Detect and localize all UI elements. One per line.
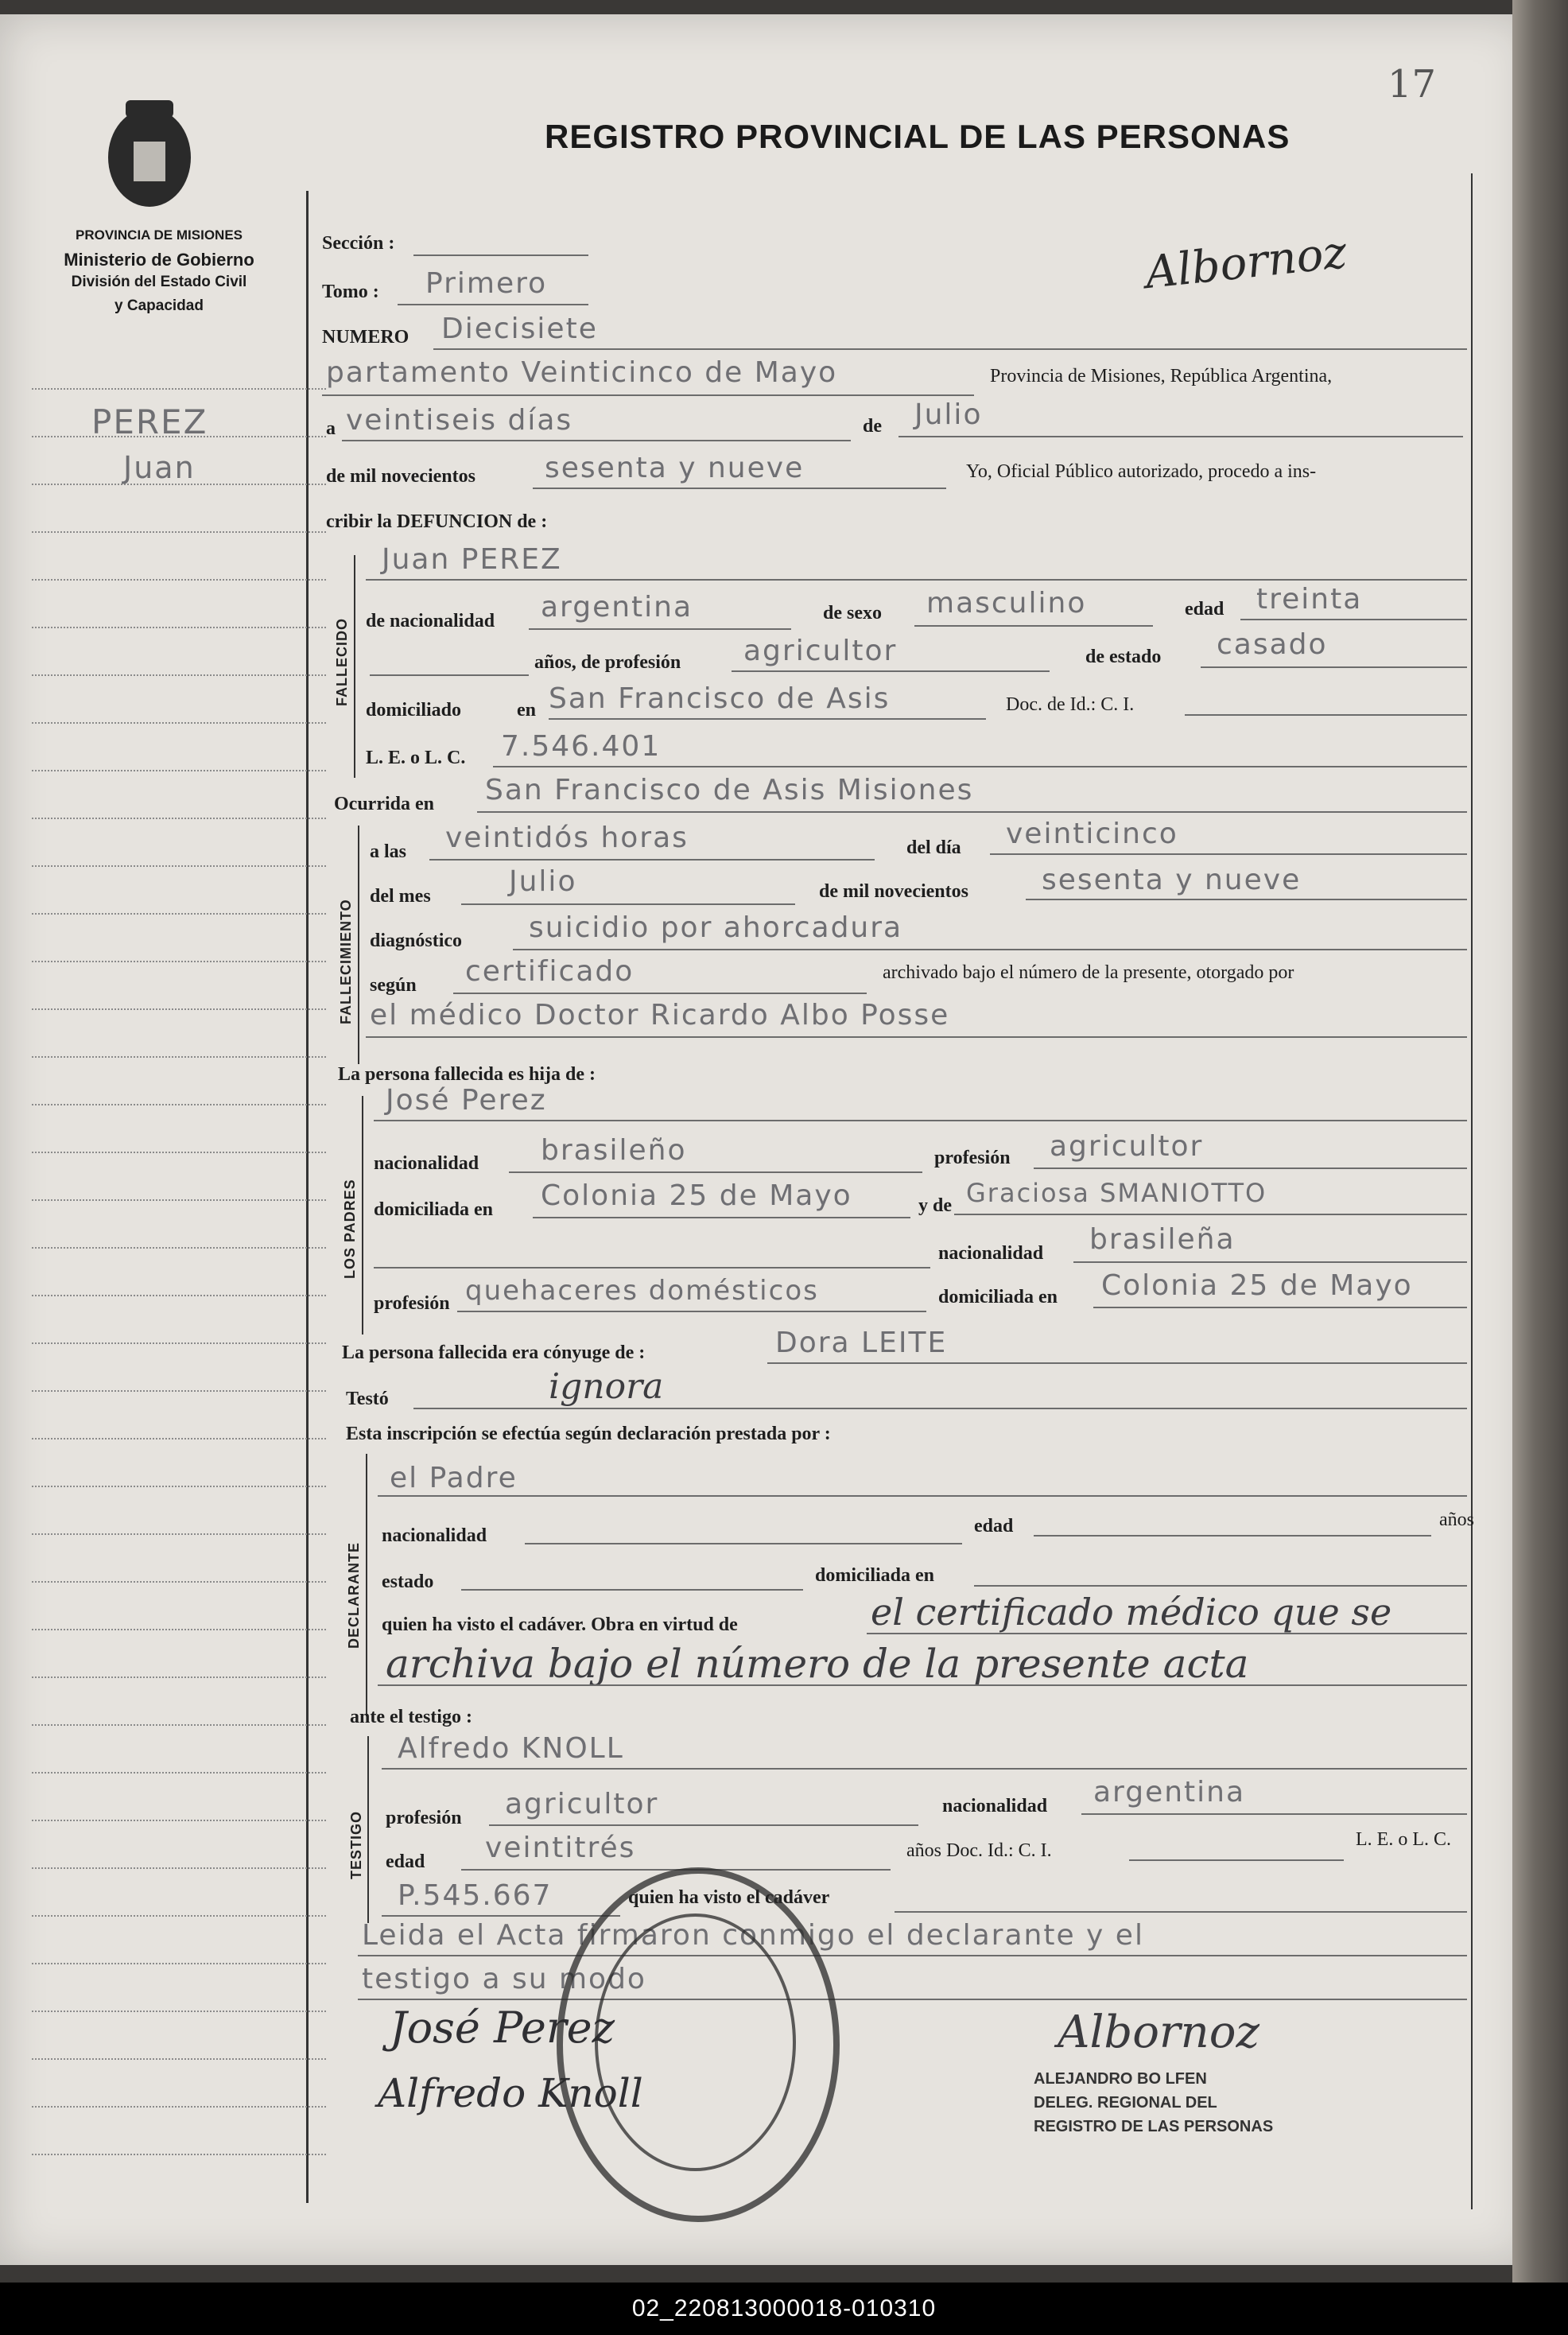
label-domiciliada-en: domiciliada en	[374, 1199, 494, 1220]
value-nacionalidad: argentina	[541, 591, 693, 624]
label-le-lc: L. E. o L. C.	[366, 748, 466, 768]
label-domiciliado: domiciliado	[366, 700, 462, 721]
label-edad: edad	[1185, 599, 1225, 620]
label-quien-ha-visto: quien ha visto el cadáver. Obra en virtud de	[382, 1614, 738, 1635]
label-de-mil-2: de mil novecientos	[819, 881, 968, 902]
document-title: REGISTRO PROVINCIAL DE LAS PERSONAS	[545, 118, 1290, 155]
value-ocurrida: San Francisco de Asis Misiones	[485, 774, 974, 806]
label-doc: Doc. de Id.: C. I.	[1006, 694, 1135, 715]
label-archivado: archivado bajo el número de la presente, otorgado por	[883, 962, 1294, 983]
coat-of-arms-icon	[102, 94, 197, 213]
side-label-testigo: TESTIGO	[348, 1810, 364, 1879]
label-sexo: de sexo	[823, 603, 882, 624]
label-dec-domiciliada: domiciliada en	[815, 1565, 935, 1586]
label-t-visto: quien ha visto el cadáver	[628, 1887, 830, 1908]
label-nacionalidad-madre: nacionalidad	[938, 1243, 1044, 1264]
label-de-mil: de mil novecientos	[326, 466, 475, 487]
label-dec-edad: edad	[974, 1516, 1014, 1537]
label-tomo: Tomo :	[322, 282, 379, 302]
value-obra-2: archiva bajo el número de la presente acta	[386, 1641, 1249, 1687]
side-label-fallecimiento: FALLECIMIENTO	[338, 899, 354, 1024]
value-domicilio: San Francisco de Asis	[549, 682, 891, 715]
label-t-doc: años Doc. Id.: C. I.	[906, 1840, 1052, 1861]
margin-surname: PEREZ	[91, 402, 208, 441]
label-t-edad: edad	[386, 1851, 425, 1872]
margin-divider	[306, 191, 309, 2203]
division-line-2: y Capacidad	[114, 297, 204, 314]
label-dec-estado: estado	[382, 1572, 434, 1592]
image-id-footer: 02_220813000018-010310	[0, 2283, 1568, 2335]
value-madre-dom: Colonia 25 de Mayo	[1101, 1269, 1413, 1302]
label-de: de	[863, 416, 882, 437]
label-nacionalidad: de nacionalidad	[366, 611, 495, 631]
value-dia-f: veinticinco	[1006, 818, 1178, 850]
label-del-dia: del día	[906, 837, 961, 858]
binder-edge	[1512, 0, 1568, 2283]
signature-testigo: Alfredo Knoll	[378, 2070, 643, 2116]
value-mes-f: Julio	[509, 865, 577, 898]
value-testo: ignora	[549, 1366, 664, 1407]
label-seccion: Sección :	[322, 233, 395, 254]
value-ano-f: sesenta y nueve	[1042, 864, 1302, 896]
right-divider	[1471, 173, 1473, 2209]
label-ocurrida: Ocurrida en	[334, 794, 434, 814]
page-number: 17	[1388, 62, 1437, 107]
label-conyuge: La persona fallecida era cónyuge de :	[342, 1342, 646, 1363]
value-departamento: partamento Veinticinco de Mayo	[326, 356, 838, 389]
official-seal-icon	[557, 1867, 840, 2222]
value-sexo: masculino	[926, 587, 1087, 620]
value-padre-prof: agricultor	[1050, 1130, 1204, 1163]
signature-registrar: Albornoz	[1058, 2007, 1259, 2058]
value-nombre: Juan PEREZ	[382, 543, 562, 576]
division-line-1: División del Estado Civil	[71, 274, 247, 290]
label-a: a	[326, 418, 336, 439]
label-del-mes: del mes	[370, 886, 431, 907]
value-hora: veintidós horas	[445, 822, 689, 854]
label-y-de: y de	[918, 1195, 952, 1216]
label-provincia: Provincia de Misiones, República Argentina,	[990, 366, 1333, 387]
side-label-declarante: DECLARANTE	[346, 1542, 362, 1649]
value-t-nac: argentina	[1093, 1776, 1246, 1809]
value-conyuge: Dora LEITE	[775, 1327, 948, 1359]
label-nacionalidad-padre: nacionalidad	[374, 1153, 479, 1174]
value-padre: José Perez	[386, 1084, 547, 1117]
side-label-fallecido: FALLECIDO	[334, 618, 350, 706]
value-padre-nac: brasileño	[541, 1134, 687, 1167]
label-dec-anos: años	[1439, 1509, 1474, 1530]
value-tomo: Primero	[425, 267, 548, 300]
label-profesion-padre: profesión	[934, 1148, 1011, 1168]
registrar-name: ALEJANDRO BO LFEN	[1034, 2070, 1207, 2088]
signature-declarante: José Perez	[390, 2003, 615, 2053]
value-numero: Diecisiete	[441, 313, 598, 345]
label-a-las: a las	[370, 841, 407, 862]
value-madre: Graciosa SMANIOTTO	[966, 1178, 1267, 1208]
label-en: en	[517, 700, 536, 721]
value-declarante: el Padre	[390, 1462, 518, 1494]
top-signature: Albornoz	[1143, 226, 1349, 300]
value-profesion: agricultor	[743, 635, 898, 667]
value-dia: veintiseis días	[346, 404, 573, 437]
value-le: 7.546.401	[501, 730, 662, 763]
value-t-edad: veintitrés	[485, 1832, 636, 1864]
value-mes: Julio	[914, 398, 983, 431]
label-estado: de estado	[1085, 647, 1162, 667]
label-inscripcion: Esta inscripción se efectúa según declaración prestada por :	[346, 1424, 831, 1444]
value-leida-1: Leida el Acta firmaron conmigo el declarante y el	[362, 1919, 1144, 1952]
label-profesion-madre: profesión	[374, 1293, 450, 1314]
value-t-le: P.545.667	[398, 1879, 553, 1912]
value-segun: certificado	[465, 955, 635, 988]
value-ano: sesenta y nueve	[545, 452, 805, 484]
register-page	[0, 14, 1531, 2265]
label-hija-de: La persona fallecida es hija de :	[338, 1064, 596, 1085]
label-t-le: L. E. o L. C.	[1356, 1829, 1451, 1850]
value-testigo: Alfredo KNOLL	[398, 1732, 624, 1765]
label-domiciliada-en-madre: domiciliada en	[938, 1287, 1058, 1307]
label-segun: según	[370, 975, 417, 996]
label-anos-profesion: años, de profesión	[534, 652, 681, 673]
label-ante-testigo: ante el testigo :	[350, 1707, 472, 1727]
province-name: PROVINCIA DE MISIONES	[75, 227, 243, 243]
value-t-prof: agricultor	[505, 1788, 659, 1820]
margin-given-name: Juan	[123, 450, 196, 485]
label-numero: NUMERO	[322, 327, 409, 348]
value-estado: casado	[1217, 628, 1328, 661]
registrar-role-1: DELEG. REGIONAL DEL	[1034, 2094, 1217, 2112]
label-cribir: cribir la DEFUNCION de :	[326, 511, 548, 532]
label-t-profesion: profesión	[386, 1808, 462, 1828]
value-leida-2: testigo a su modo	[362, 1963, 646, 1995]
value-obra-1: el certificado médico que se	[871, 1591, 1392, 1634]
value-edad: treinta	[1256, 583, 1363, 616]
value-diagnostico: suicidio por ahorcadura	[529, 911, 903, 944]
value-madre-nac: brasileña	[1089, 1223, 1236, 1256]
value-padre-dom: Colonia 25 de Mayo	[541, 1179, 852, 1212]
label-diagnostico: diagnóstico	[370, 931, 463, 951]
value-madre-prof: quehaceres domésticos	[465, 1275, 819, 1307]
value-medico: el médico Doctor Ricardo Albo Posse	[370, 999, 950, 1032]
label-t-nacionalidad: nacionalidad	[942, 1796, 1048, 1816]
label-dec-nacionalidad: nacionalidad	[382, 1525, 487, 1546]
label-oficial: Yo, Oficial Público autorizado, procedo a ins-	[966, 461, 1317, 482]
ministry-name: Ministerio de Gobierno	[64, 250, 254, 270]
label-testo: Testó	[346, 1389, 389, 1409]
registrar-role-2: REGISTRO DE LAS PERSONAS	[1034, 2118, 1274, 2135]
side-label-los-padres: LOS PADRES	[342, 1179, 358, 1279]
